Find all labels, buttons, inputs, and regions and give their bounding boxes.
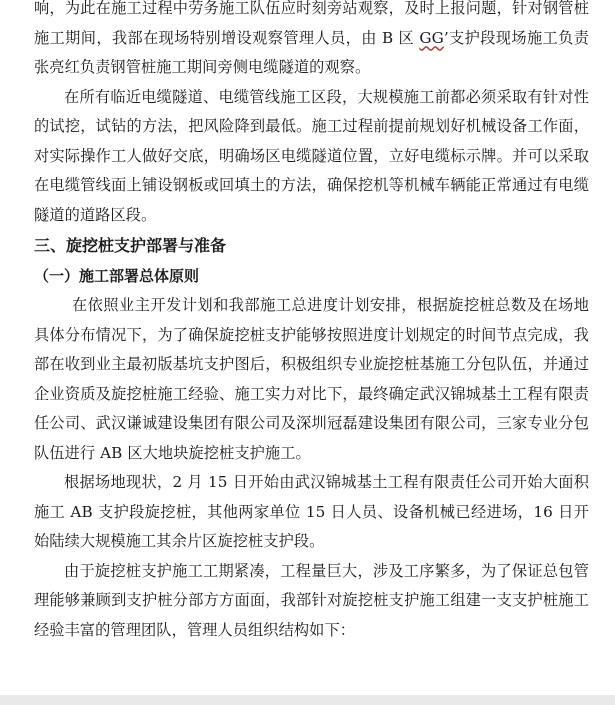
paragraph-observation-text-b: ’支护段现场施工负责张亮红负责钢管桩施工期间旁侧电缆隧道的观察。: [34, 28, 590, 76]
paragraph-deployment-principle: 在依照业主开发计划和我部施工总进度计划安排，根据旋挖桩总数及在场地具体分布情况下，为了确保旋挖桩支护能够按照进度计划规定的时间节点完成，我部在收到业主最初版基坑支护图后，积极组织专业旋挖桩基施工分包队伍，并通过企业资质及旋挖桩施工经验、施工实力对比下，最终确定武汉锦城基土工程有限责任公司、武汉谦诚建设集团有限公司及深圳冠磊建设集团有限公司，三家专业分包队伍进行 AB 区大地块旋挖桩支护施工。: [34, 296, 589, 462]
paragraph-observation: [34, 0, 589, 83]
spellcheck-flagged-text: GG: [419, 28, 444, 47]
subsection-heading: （一）施工部署总体原则: [34, 267, 200, 285]
section-heading: 三、旋挖桩支护部署与准备: [34, 236, 227, 255]
page-bottom-edge: [0, 695, 615, 705]
paragraph-site-status: 根据场地现状，2 月 15 日开始由武汉锦城基土工程有限责任公司开始大面积施工 AB 支护段旋挖桩，其他两家单位 15 日人员、设备机械已经进场，16 日开始陆续大规模施工其余片区旋挖桩支护段。: [34, 473, 589, 550]
paragraph-trial-excavation: 在所有临近电缆隧道、电缆管线施工区段，大规模施工前都必须采取有针对性的试挖，试钻的方法，把风险降到最低。施工过程前提前规划好机械设备工作面，对实际操作工人做好交底，明确场区电缆隧道位置，立好电缆标示牌。并可以采取在电缆管线面上铺设钢板或回填土的方法，确保挖机等机械车辆能正常通过有电缆隧道的道路区段。: [34, 87, 589, 224]
paragraph-observation-text-a: 响，为此在施工过程中劳务施工队伍应时刻旁站观察，及时上报问题，针对钢管桩施工期间，我部在现场特别增设观察管理人员，由 B 区: [34, 0, 589, 47]
paragraph-management-team: 由于旋挖桩支护施工工期紧凑，工程量巨大，涉及工序繁多，为了保证总包管理能够兼顾到支护桩分部方方面面，我部针对旋挖桩支护施工组建一支支护桩施工经验丰富的管理团队，管理人员组织结构如下：: [34, 561, 589, 639]
